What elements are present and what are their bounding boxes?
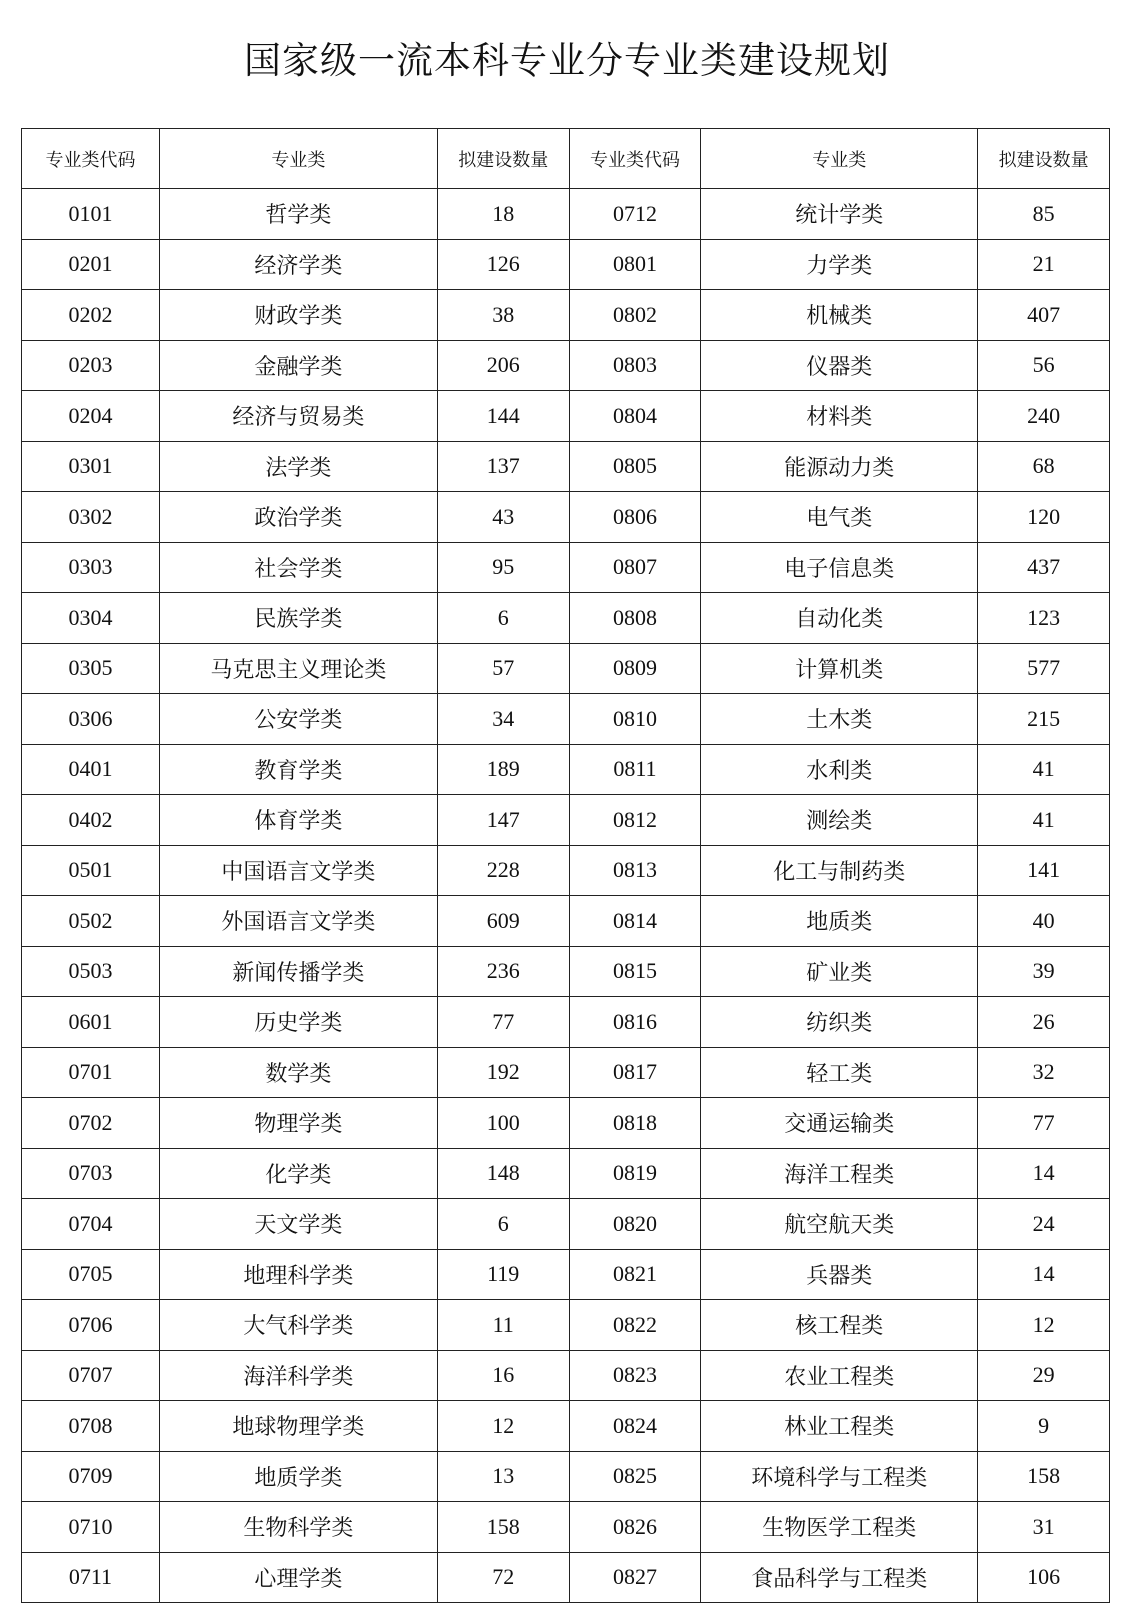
header-code: 专业类代码 <box>569 129 701 189</box>
category-code: 0817 <box>569 1047 701 1098</box>
category-code: 0712 <box>569 189 701 240</box>
category-code: 0807 <box>569 542 701 593</box>
category-code: 0802 <box>569 290 701 341</box>
table-row <box>22 795 1110 846</box>
planned-count: 147 <box>437 795 569 846</box>
category-name: 新闻传播学类 <box>159 946 437 997</box>
category-name: 兵器类 <box>701 1249 978 1300</box>
category-code: 0806 <box>569 492 701 543</box>
planned-count: 192 <box>437 1047 569 1098</box>
header-code: 专业类代码 <box>22 129 160 189</box>
planned-count: 126 <box>437 239 569 290</box>
category-name: 农业工程类 <box>701 1350 978 1401</box>
planned-count: 57 <box>437 643 569 694</box>
category-code: 0809 <box>569 643 701 694</box>
category-name: 林业工程类 <box>701 1401 978 1452</box>
planned-count: 240 <box>978 391 1110 442</box>
category-code: 0203 <box>22 340 160 391</box>
category-code: 0823 <box>569 1350 701 1401</box>
category-name: 外国语言文学类 <box>159 896 437 947</box>
planned-count: 56 <box>978 340 1110 391</box>
category-code: 0810 <box>569 694 701 745</box>
category-name: 电子信息类 <box>701 542 978 593</box>
category-code: 0401 <box>22 744 160 795</box>
planned-count: 106 <box>978 1552 1110 1603</box>
planned-count: 123 <box>978 593 1110 644</box>
planned-count: 215 <box>978 694 1110 745</box>
header-planned-count: 拟建设数量 <box>978 129 1110 189</box>
planned-count: 189 <box>437 744 569 795</box>
planned-count: 141 <box>978 845 1110 896</box>
table-row <box>22 997 1110 1048</box>
planned-count: 85 <box>978 189 1110 240</box>
category-code: 0815 <box>569 946 701 997</box>
table-row <box>22 1249 1110 1300</box>
category-name: 化工与制药类 <box>701 845 978 896</box>
category-code: 0202 <box>22 290 160 341</box>
category-code: 0706 <box>22 1300 160 1351</box>
table-row <box>22 593 1110 644</box>
planned-count: 14 <box>978 1148 1110 1199</box>
table-row <box>22 391 1110 442</box>
header-category: 专业类 <box>159 129 437 189</box>
planned-count: 77 <box>437 997 569 1048</box>
planned-count: 6 <box>437 593 569 644</box>
table-row <box>22 1451 1110 1502</box>
table-row <box>22 1148 1110 1199</box>
category-code: 0301 <box>22 441 160 492</box>
category-code: 0820 <box>569 1199 701 1250</box>
table-row <box>22 340 1110 391</box>
table-row <box>22 643 1110 694</box>
planned-count: 32 <box>978 1047 1110 1098</box>
header-planned-count: 拟建设数量 <box>437 129 569 189</box>
planned-count: 119 <box>437 1249 569 1300</box>
category-code: 0402 <box>22 795 160 846</box>
category-code: 0710 <box>22 1502 160 1553</box>
planned-count: 31 <box>978 1502 1110 1553</box>
category-name: 地质类 <box>701 896 978 947</box>
category-code: 0801 <box>569 239 701 290</box>
planned-count: 577 <box>978 643 1110 694</box>
category-code: 0826 <box>569 1502 701 1553</box>
category-name: 仪器类 <box>701 340 978 391</box>
category-code: 0812 <box>569 795 701 846</box>
category-name: 经济学类 <box>159 239 437 290</box>
category-code: 0804 <box>569 391 701 442</box>
planned-count: 43 <box>437 492 569 543</box>
category-name: 化学类 <box>159 1148 437 1199</box>
category-code: 0306 <box>22 694 160 745</box>
planned-count: 34 <box>437 694 569 745</box>
category-name: 材料类 <box>701 391 978 442</box>
category-code: 0305 <box>22 643 160 694</box>
planned-count: 40 <box>978 896 1110 947</box>
category-code: 0501 <box>22 845 160 896</box>
planned-count: 437 <box>978 542 1110 593</box>
category-name: 土木类 <box>701 694 978 745</box>
planned-count: 158 <box>978 1451 1110 1502</box>
category-name: 公安学类 <box>159 694 437 745</box>
category-code: 0702 <box>22 1098 160 1149</box>
category-name: 航空航天类 <box>701 1199 978 1250</box>
planned-count: 158 <box>437 1502 569 1553</box>
category-code: 0502 <box>22 896 160 947</box>
table-row <box>22 1199 1110 1250</box>
planned-count: 39 <box>978 946 1110 997</box>
category-name: 哲学类 <box>159 189 437 240</box>
category-code: 0811 <box>569 744 701 795</box>
table-row <box>22 1300 1110 1351</box>
category-code: 0819 <box>569 1148 701 1199</box>
planned-count: 38 <box>437 290 569 341</box>
planned-count: 11 <box>437 1300 569 1351</box>
category-name: 经济与贸易类 <box>159 391 437 442</box>
planned-count: 6 <box>437 1199 569 1250</box>
category-code: 0822 <box>569 1300 701 1351</box>
table-row <box>22 845 1110 896</box>
page-title: 国家级一流本科专业分专业类建设规划 <box>244 39 890 82</box>
category-name: 地质学类 <box>159 1451 437 1502</box>
category-name: 交通运输类 <box>701 1098 978 1149</box>
planned-count: 68 <box>978 441 1110 492</box>
planned-count: 41 <box>978 744 1110 795</box>
category-name: 轻工类 <box>701 1047 978 1098</box>
category-name: 力学类 <box>701 239 978 290</box>
category-code: 0703 <box>22 1148 160 1199</box>
planned-count: 95 <box>437 542 569 593</box>
category-code: 0708 <box>22 1401 160 1452</box>
category-name: 食品科学与工程类 <box>701 1552 978 1603</box>
planned-count: 609 <box>437 896 569 947</box>
category-name: 海洋工程类 <box>701 1148 978 1199</box>
category-code: 0303 <box>22 542 160 593</box>
category-name: 地理科学类 <box>159 1249 437 1300</box>
table-row <box>22 1552 1110 1603</box>
plan-table <box>21 128 1110 1603</box>
category-code: 0711 <box>22 1552 160 1603</box>
planned-count: 144 <box>437 391 569 442</box>
category-name: 大气科学类 <box>159 1300 437 1351</box>
table-row <box>22 1350 1110 1401</box>
table-row <box>22 1047 1110 1098</box>
category-name: 统计学类 <box>701 189 978 240</box>
category-name: 地球物理学类 <box>159 1401 437 1452</box>
table-row <box>22 1098 1110 1149</box>
category-name: 天文学类 <box>159 1199 437 1250</box>
category-name: 历史学类 <box>159 997 437 1048</box>
category-name: 生物科学类 <box>159 1502 437 1553</box>
category-name: 数学类 <box>159 1047 437 1098</box>
planned-count: 206 <box>437 340 569 391</box>
planned-count: 12 <box>437 1401 569 1452</box>
category-name: 计算机类 <box>701 643 978 694</box>
category-code: 0704 <box>22 1199 160 1250</box>
category-name: 机械类 <box>701 290 978 341</box>
header-category: 专业类 <box>701 129 978 189</box>
planned-count: 9 <box>978 1401 1110 1452</box>
category-code: 0709 <box>22 1451 160 1502</box>
category-name: 体育学类 <box>159 795 437 846</box>
planned-count: 21 <box>978 239 1110 290</box>
planned-count: 12 <box>978 1300 1110 1351</box>
table-header-row <box>22 129 1110 189</box>
category-code: 0707 <box>22 1350 160 1401</box>
category-code: 0803 <box>569 340 701 391</box>
planned-count: 29 <box>978 1350 1110 1401</box>
category-name: 自动化类 <box>701 593 978 644</box>
planned-count: 24 <box>978 1199 1110 1250</box>
category-code: 0825 <box>569 1451 701 1502</box>
category-code: 0204 <box>22 391 160 442</box>
planned-count: 41 <box>978 795 1110 846</box>
planned-count: 120 <box>978 492 1110 543</box>
planned-count: 26 <box>978 997 1110 1048</box>
category-code: 0304 <box>22 593 160 644</box>
planned-count: 16 <box>437 1350 569 1401</box>
category-name: 纺织类 <box>701 997 978 1048</box>
table-row <box>22 189 1110 240</box>
category-code: 0818 <box>569 1098 701 1149</box>
table-row <box>22 492 1110 543</box>
category-code: 0701 <box>22 1047 160 1098</box>
category-name: 物理学类 <box>159 1098 437 1149</box>
category-name: 矿业类 <box>701 946 978 997</box>
category-name: 教育学类 <box>159 744 437 795</box>
category-name: 生物医学工程类 <box>701 1502 978 1553</box>
category-name: 能源动力类 <box>701 441 978 492</box>
category-code: 0814 <box>569 896 701 947</box>
category-code: 0302 <box>22 492 160 543</box>
planned-count: 72 <box>437 1552 569 1603</box>
planned-count: 13 <box>437 1451 569 1502</box>
table-row <box>22 694 1110 745</box>
table-row <box>22 896 1110 947</box>
category-code: 0816 <box>569 997 701 1048</box>
planned-count: 236 <box>437 946 569 997</box>
category-name: 电气类 <box>701 492 978 543</box>
category-name: 环境科学与工程类 <box>701 1451 978 1502</box>
table-row <box>22 239 1110 290</box>
category-code: 0813 <box>569 845 701 896</box>
category-name: 水利类 <box>701 744 978 795</box>
category-name: 中国语言文学类 <box>159 845 437 896</box>
category-name: 海洋科学类 <box>159 1350 437 1401</box>
planned-count: 18 <box>437 189 569 240</box>
category-name: 社会学类 <box>159 542 437 593</box>
table-row <box>22 290 1110 341</box>
category-code: 0201 <box>22 239 160 290</box>
category-code: 0824 <box>569 1401 701 1452</box>
table-row <box>22 441 1110 492</box>
category-name: 核工程类 <box>701 1300 978 1351</box>
planned-count: 228 <box>437 845 569 896</box>
category-code: 0503 <box>22 946 160 997</box>
category-code: 0821 <box>569 1249 701 1300</box>
category-name: 金融学类 <box>159 340 437 391</box>
table-row <box>22 542 1110 593</box>
category-name: 政治学类 <box>159 492 437 543</box>
category-code: 0827 <box>569 1552 701 1603</box>
table-row <box>22 1401 1110 1452</box>
planned-count: 148 <box>437 1148 569 1199</box>
category-name: 财政学类 <box>159 290 437 341</box>
category-code: 0808 <box>569 593 701 644</box>
category-name: 民族学类 <box>159 593 437 644</box>
category-name: 心理学类 <box>159 1552 437 1603</box>
category-code: 0705 <box>22 1249 160 1300</box>
category-code: 0101 <box>22 189 160 240</box>
table-row <box>22 1502 1110 1553</box>
category-code: 0601 <box>22 997 160 1048</box>
table-row <box>22 744 1110 795</box>
table-row <box>22 946 1110 997</box>
category-name: 测绘类 <box>701 795 978 846</box>
planned-count: 100 <box>437 1098 569 1149</box>
planned-count: 14 <box>978 1249 1110 1300</box>
category-name: 法学类 <box>159 441 437 492</box>
planned-count: 407 <box>978 290 1110 341</box>
category-name: 马克思主义理论类 <box>159 643 437 694</box>
planned-count: 137 <box>437 441 569 492</box>
category-code: 0805 <box>569 441 701 492</box>
planned-count: 77 <box>978 1098 1110 1149</box>
